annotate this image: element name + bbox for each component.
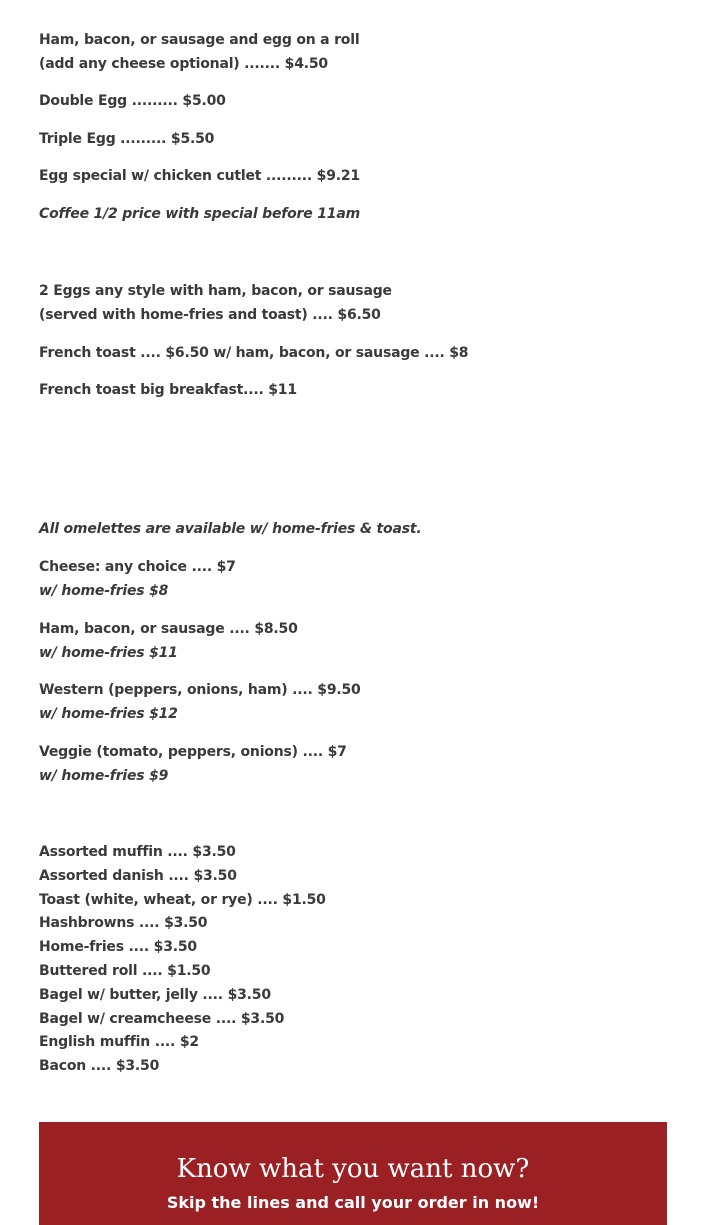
sides-list bbox=[39, 841, 326, 1079]
side-item: English muffin .... $2 bbox=[39, 1034, 199, 1051]
two-eggs-line1: 2 Eggs any style with ham, bacon, or sausage bbox=[39, 283, 392, 299]
french-toast-item: French toast .... $6.50 w/ ham, bacon, or sausage .... $8 bbox=[39, 345, 469, 361]
omelette-name: Western (peppers, onions, ham) .... $9.50 bbox=[39, 682, 361, 698]
double-egg-item: Double Egg ......... $5.00 bbox=[39, 93, 226, 109]
cta-subheading: Skip the lines and call your order in now! bbox=[166, 1193, 540, 1212]
side-item: Toast (white, wheat, or rye) .... $1.50 bbox=[39, 891, 326, 908]
omelette-name: Cheese: any choice .... $7 bbox=[39, 559, 236, 575]
french-toast-big-item: French toast big breakfast.... $11 bbox=[39, 382, 297, 398]
omelette-ham-item bbox=[39, 617, 298, 665]
two-eggs-line2: (served with home-fries and toast) .... $6.50 bbox=[39, 307, 381, 323]
side-item: Buttered roll .... $1.50 bbox=[39, 962, 211, 979]
side-item: Bacon .... $3.50 bbox=[39, 1058, 160, 1075]
side-item: Assorted danish .... $3.50 bbox=[39, 867, 237, 884]
omelette-homefries-price: w/ home-fries $9 bbox=[39, 768, 169, 784]
side-item: Bagel w/ creamcheese .... $3.50 bbox=[39, 1010, 285, 1027]
omelette-veggie-item bbox=[39, 740, 347, 788]
side-item: Home-fries .... $3.50 bbox=[39, 939, 197, 956]
omelette-homefries-price: w/ home-fries $11 bbox=[39, 645, 178, 661]
omelette-homefries-price: w/ home-fries $12 bbox=[39, 706, 178, 722]
side-item: Assorted muffin .... $3.50 bbox=[39, 844, 236, 860]
omelette-cheese-item bbox=[39, 555, 236, 603]
egg-roll-line2: (add any cheese optional) ....... $4.50 bbox=[39, 56, 328, 72]
egg-special-item: Egg special w/ chicken cutlet ......... $9.21 bbox=[39, 168, 360, 184]
call-to-order-banner bbox=[39, 1122, 667, 1225]
omelette-note: All omelettes are available w/ home-fries & toast. bbox=[39, 521, 422, 537]
omelette-name: Veggie (tomato, peppers, onions) .... $7 bbox=[39, 744, 347, 760]
egg-roll-item bbox=[39, 28, 359, 76]
two-eggs-item bbox=[39, 279, 392, 327]
omelette-western-item bbox=[39, 678, 361, 726]
side-item: Bagel w/ butter, jelly .... $3.50 bbox=[39, 986, 271, 1003]
egg-roll-line1: Ham, bacon, or sausage and egg on a roll bbox=[39, 32, 360, 48]
omelette-name: Ham, bacon, or sausage .... $8.50 bbox=[39, 621, 298, 637]
omelette-homefries-price: w/ home-fries $8 bbox=[39, 583, 169, 599]
triple-egg-item: Triple Egg ......... $5.50 bbox=[39, 131, 215, 147]
coffee-note: Coffee 1/2 price with special before 11am bbox=[39, 206, 360, 222]
cta-heading: Know what you want now? bbox=[176, 1154, 530, 1184]
side-item: Hashbrowns .... $3.50 bbox=[39, 915, 208, 932]
